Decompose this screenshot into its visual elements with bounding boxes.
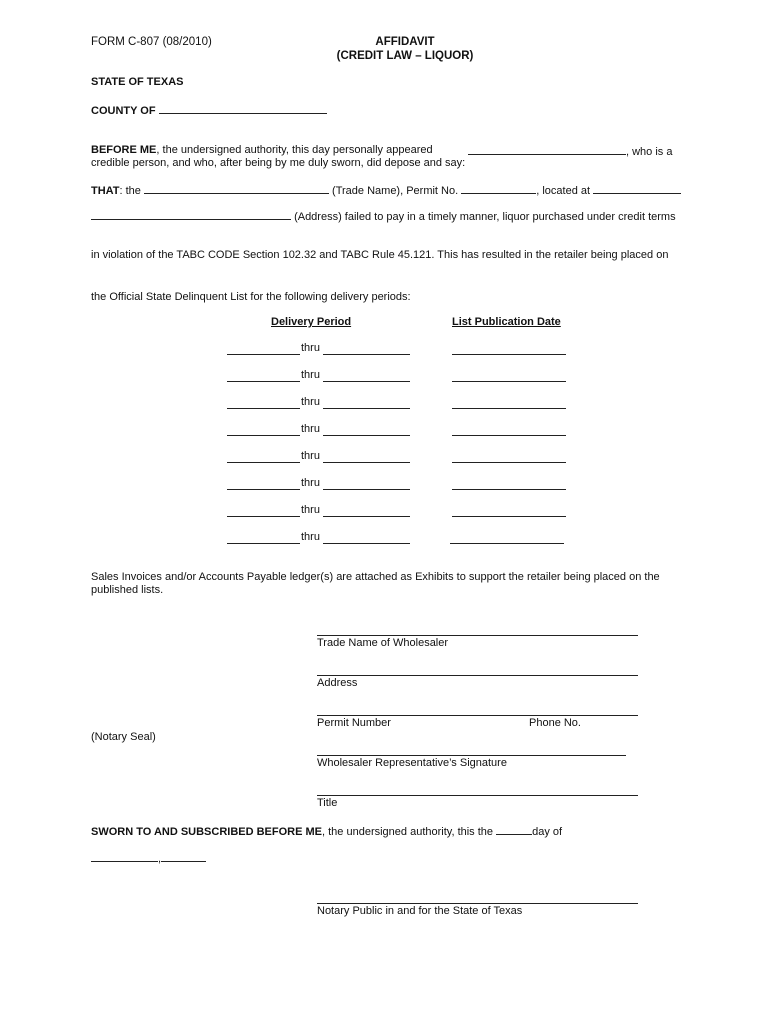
month-field[interactable] bbox=[91, 851, 158, 862]
address-text: (Address) failed to pay in a timely manner, liquor purchased under credit terms bbox=[294, 211, 676, 223]
table-row bbox=[0, 450, 770, 463]
sworn-line bbox=[91, 824, 562, 839]
table-row bbox=[0, 504, 770, 517]
period-start-field[interactable] bbox=[227, 504, 300, 517]
location-field[interactable] bbox=[593, 183, 681, 194]
period-start-field[interactable] bbox=[227, 342, 300, 355]
day-field[interactable] bbox=[496, 824, 532, 835]
sworn-text: , the undersigned authority, this the bbox=[322, 826, 494, 838]
violation-text: in violation of the TABC CODE Section 102.32 and TABC Rule 45.121. This has resulted in the retailer being placed on bbox=[91, 249, 669, 261]
table-row bbox=[0, 477, 770, 490]
thru-label: thru bbox=[301, 531, 320, 543]
period-start-field[interactable] bbox=[227, 369, 300, 382]
table-row bbox=[0, 342, 770, 355]
that-lead: THAT bbox=[91, 185, 120, 197]
located-at-text: , located at bbox=[536, 185, 591, 197]
thru-label: thru bbox=[301, 423, 320, 435]
phone-label: Phone No. bbox=[529, 717, 581, 729]
publication-date-field[interactable] bbox=[452, 423, 566, 436]
notary-seal-label: (Notary Seal) bbox=[91, 731, 156, 743]
address-field[interactable] bbox=[91, 209, 291, 220]
period-end-field[interactable] bbox=[323, 342, 410, 355]
table-row bbox=[0, 396, 770, 409]
that-line bbox=[91, 183, 681, 198]
before-me-line bbox=[91, 144, 433, 157]
county-label: COUNTY OF bbox=[91, 105, 156, 117]
county-line bbox=[91, 103, 327, 118]
title-label: Title bbox=[317, 797, 338, 809]
delivery-period-header: Delivery Period bbox=[271, 316, 352, 328]
period-end-field[interactable] bbox=[323, 531, 410, 544]
year-field[interactable] bbox=[161, 851, 206, 862]
permit-phone-line[interactable] bbox=[317, 715, 638, 716]
publication-date-field[interactable] bbox=[450, 531, 564, 544]
trade-name-field[interactable] bbox=[144, 183, 329, 194]
address-signature-line[interactable] bbox=[317, 675, 638, 676]
permit-no-field[interactable] bbox=[461, 183, 536, 194]
thru-label: thru bbox=[301, 477, 320, 489]
publication-date-field[interactable] bbox=[452, 396, 566, 409]
period-end-field[interactable] bbox=[323, 369, 410, 382]
thru-label: thru bbox=[301, 396, 320, 408]
invoices-text: Sales Invoices and/or Accounts Payable ledger(s) are attached as Exhibits to support the retailer being placed on the published lists. bbox=[91, 571, 660, 596]
title-line[interactable] bbox=[317, 795, 638, 796]
address-label: Address bbox=[317, 677, 358, 689]
delinquent-text: the Official State Delinquent List for the following delivery periods: bbox=[91, 291, 411, 303]
period-start-field[interactable] bbox=[227, 423, 300, 436]
date-line bbox=[91, 851, 206, 866]
county-field[interactable] bbox=[159, 103, 327, 114]
period-end-field[interactable] bbox=[323, 423, 410, 436]
thru-label: thru bbox=[301, 369, 320, 381]
period-start-field[interactable] bbox=[227, 531, 300, 544]
table-row bbox=[0, 369, 770, 382]
form-subtitle: (CREDIT LAW – LIQUOR) bbox=[336, 50, 474, 62]
publication-date-header: List Publication Date bbox=[452, 316, 561, 328]
before-me-text: , the undersigned authority, this day personally appeared bbox=[156, 144, 433, 156]
period-start-field[interactable] bbox=[227, 477, 300, 490]
notary-label: Notary Public in and for the State of Texas bbox=[317, 905, 523, 917]
before-me-lead: BEFORE ME bbox=[91, 144, 157, 156]
trade-name-label: Trade Name of Wholesaler bbox=[317, 637, 449, 649]
period-end-field[interactable] bbox=[323, 504, 410, 517]
publication-date-field[interactable] bbox=[452, 450, 566, 463]
signature-label: Wholesaler Representative’s Signature bbox=[317, 757, 507, 769]
publication-date-field[interactable] bbox=[452, 504, 566, 517]
address-line bbox=[91, 209, 676, 224]
affiant-name-field[interactable] bbox=[468, 144, 626, 155]
publication-date-field[interactable] bbox=[452, 342, 566, 355]
date-comma: , bbox=[158, 853, 162, 865]
credible-person-text: credible person, and who, after being by me duly sworn, did depose and say: bbox=[91, 157, 466, 169]
period-start-field[interactable] bbox=[227, 396, 300, 409]
period-start-field[interactable] bbox=[227, 450, 300, 463]
publication-date-field[interactable] bbox=[452, 369, 566, 382]
that-the-text: : the bbox=[119, 185, 141, 197]
period-end-field[interactable] bbox=[323, 477, 410, 490]
publication-date-field[interactable] bbox=[452, 477, 566, 490]
trade-name-signature-line[interactable] bbox=[317, 635, 638, 636]
day-of-text: day of bbox=[532, 826, 563, 838]
table-row bbox=[0, 531, 770, 544]
thru-label: thru bbox=[301, 450, 320, 462]
period-end-field[interactable] bbox=[323, 396, 410, 409]
sworn-lead: SWORN TO AND SUBSCRIBED BEFORE ME bbox=[91, 826, 323, 838]
thru-label: thru bbox=[301, 504, 320, 516]
signature-line[interactable] bbox=[317, 755, 626, 756]
form-number: FORM C-807 (08/2010) bbox=[91, 36, 212, 48]
state-label: STATE OF TEXAS bbox=[91, 76, 184, 88]
trade-name-text: (Trade Name), Permit No. bbox=[332, 185, 459, 197]
thru-label: thru bbox=[301, 342, 320, 354]
form-title: AFFIDAVIT bbox=[375, 36, 435, 48]
table-row bbox=[0, 423, 770, 436]
notary-signature-line[interactable] bbox=[317, 903, 638, 904]
permit-number-label: Permit Number bbox=[317, 717, 391, 729]
affiant-line bbox=[468, 144, 672, 159]
period-end-field[interactable] bbox=[323, 450, 410, 463]
who-is-text: , who is a bbox=[626, 146, 673, 158]
